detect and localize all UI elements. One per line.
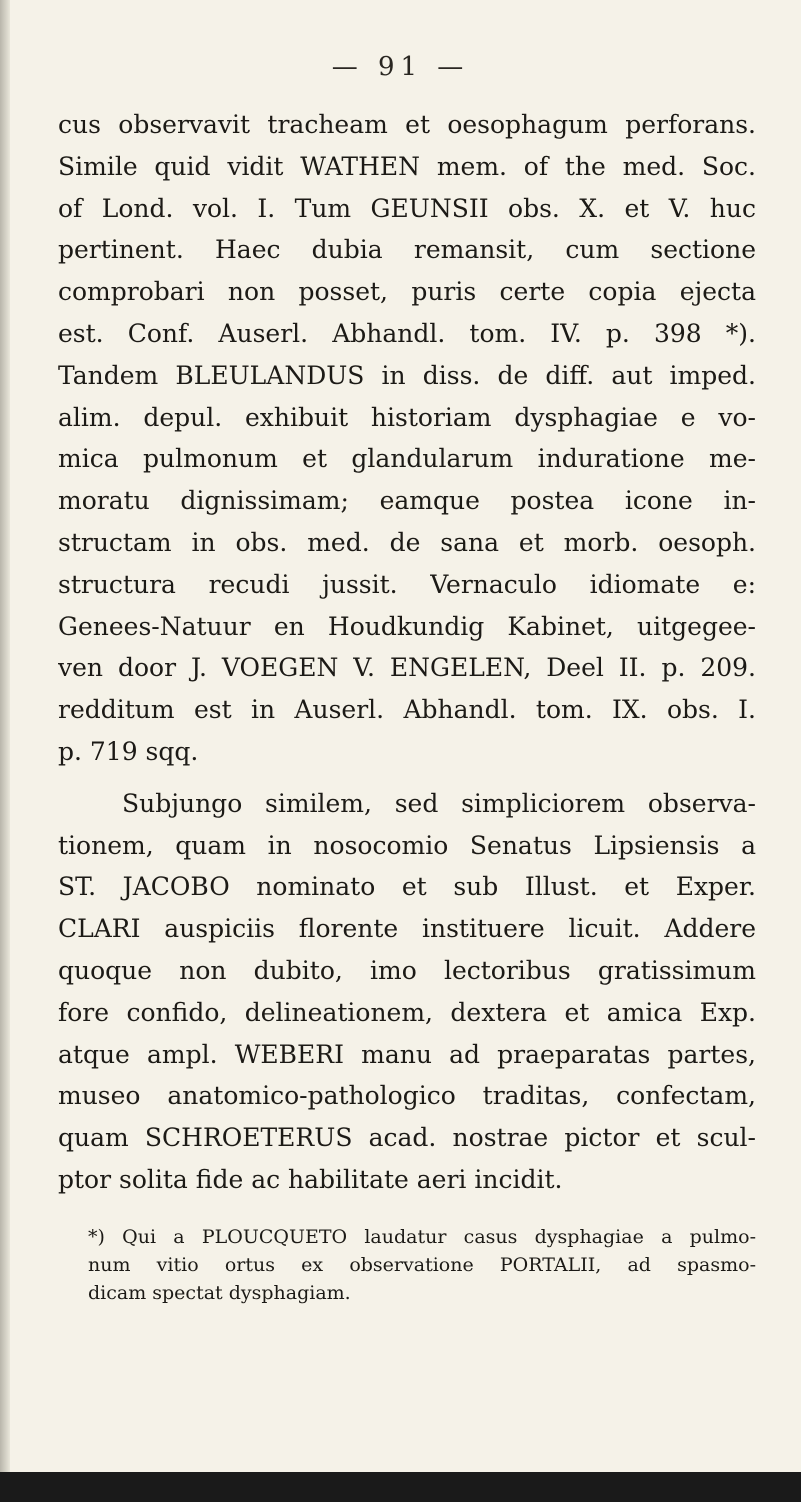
text-line: est. Conf. Auserl. Abhandl. tom. IV. p. 398 *). bbox=[58, 318, 756, 348]
text-line: cus observavit tracheam et oesophagum perforans. bbox=[58, 110, 756, 139]
text-line: tionem, quam in nosocomio Senatus Lipsiensis a bbox=[58, 830, 756, 860]
page-number: — 91 — bbox=[331, 52, 470, 82]
text-line: pertinent. Haec dubia remansit, cum sectione bbox=[58, 235, 756, 265]
text-line: p. 719 sqq. bbox=[58, 736, 199, 766]
footnote bbox=[58, 1223, 756, 1307]
text-line: museo anatomico-pathologico traditas, confectam, bbox=[58, 1081, 756, 1111]
text-line: quoque non dubito, imo lectoribus gratissimum bbox=[58, 955, 756, 985]
text-line: Subjungo similem, sed simpliciorem observa- bbox=[122, 788, 756, 818]
text-line: ST. JACOBO nominato et sub Illust. et Exper. bbox=[58, 872, 756, 902]
text-line: Simile quid vidit WATHEN mem. of the med. Soc. bbox=[58, 151, 756, 181]
paragraph-gap bbox=[58, 773, 756, 783]
text-line: moratu dignissimam; eamque postea icone in- bbox=[58, 486, 756, 516]
text-line: quam SCHROETERUS acad. nostrae pictor et scul- bbox=[58, 1123, 756, 1153]
text-line: structura recudi jussit. Vernaculo idiomate e: bbox=[58, 569, 756, 599]
text-line: fore confido, delineationem, dextera et amica Exp. bbox=[58, 997, 756, 1027]
text-line: mica pulmonum et glandularum induratione me- bbox=[58, 444, 756, 474]
text-line: CLARI auspiciis florente instituere licuit. Addere bbox=[58, 914, 756, 944]
text-line: comprobari non posset, puris certe copia ejecta bbox=[58, 277, 756, 307]
text-line: of Lond. vol. I. Tum GEUNSII obs. X. et V. huc bbox=[58, 193, 756, 223]
text-line: Genees-Natuur en Houdkundig Kabinet, uitgegee- bbox=[58, 611, 756, 641]
footnote-line: num vitio ortus ex observatione PORTALII, ad spasmo- bbox=[88, 1253, 756, 1276]
body-text bbox=[58, 104, 756, 1307]
text-line: Tandem BLEULANDUS in diss. de diff. aut imped. bbox=[58, 360, 756, 390]
text-line: redditum est in Auserl. Abhandl. tom. IX. obs. I. bbox=[58, 695, 756, 725]
text-line: structam in obs. med. de sana et morb. oesoph. bbox=[58, 527, 756, 557]
text-line: alim. depul. exhibuit historiam dysphagiae e vo- bbox=[58, 402, 756, 432]
paragraph-1 bbox=[58, 104, 756, 773]
paragraph-2 bbox=[58, 783, 756, 1201]
page-binding-edge bbox=[0, 0, 10, 1502]
text-line: ptor solita fide ac habilitate aeri incidit. bbox=[58, 1164, 563, 1194]
text-line: atque ampl. WEBERI manu ad praeparatas partes, bbox=[58, 1039, 756, 1069]
footnote-line: *) Qui a PLOUCQUETO laudatur casus dysphagiae a pulmo- bbox=[88, 1225, 756, 1248]
footnote-line: dicam spectat dysphagiam. bbox=[88, 1281, 351, 1304]
text-line: ven door J. VOEGEN V. ENGELEN, Deel II. p. 209. bbox=[58, 653, 756, 683]
scan-bottom-edge bbox=[0, 1472, 801, 1502]
